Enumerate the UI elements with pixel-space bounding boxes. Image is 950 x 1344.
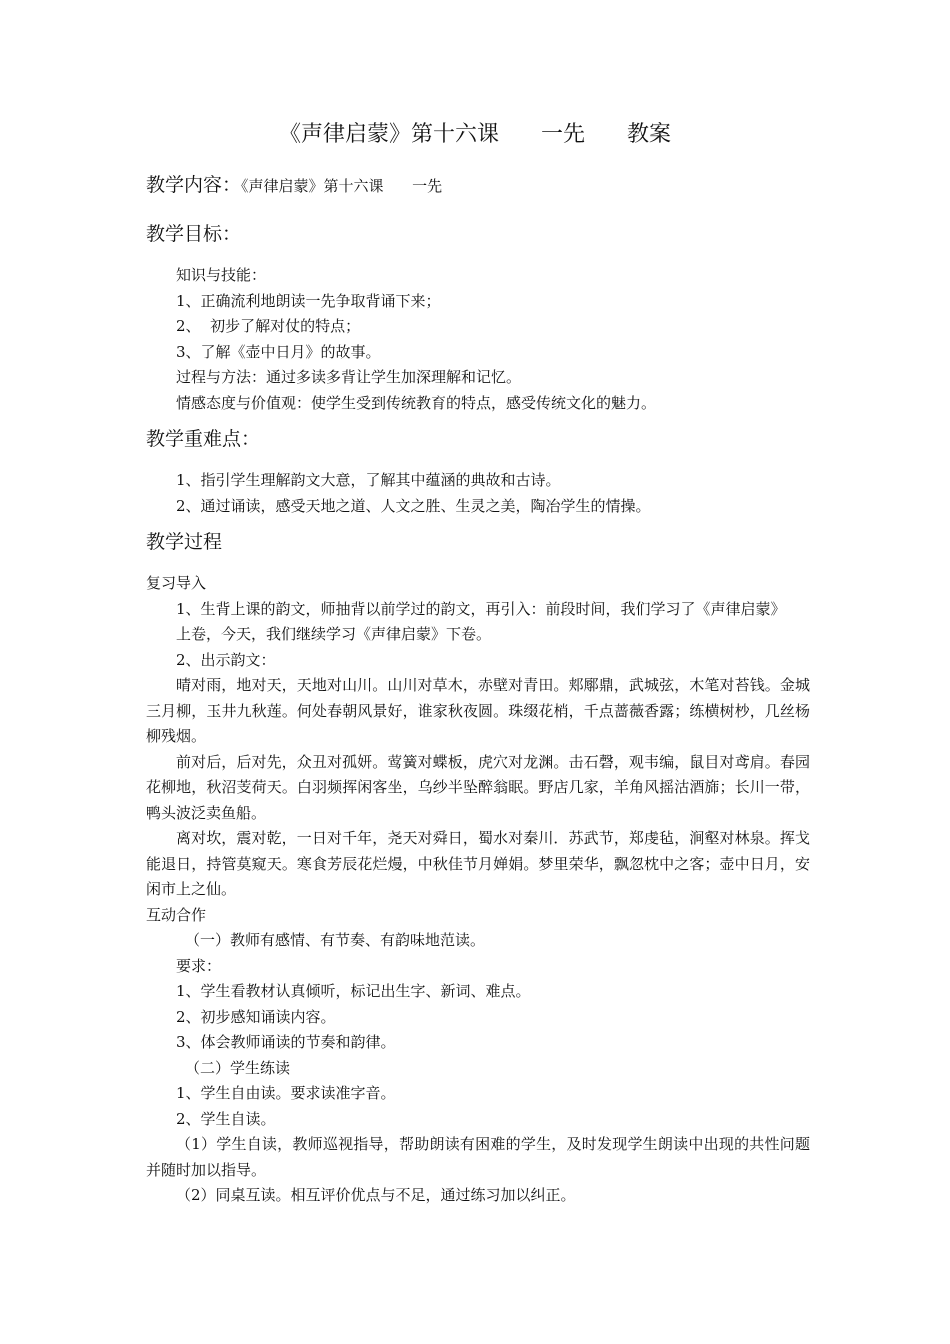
- document-body: [146, 170, 810, 1209]
- goal-item: 过程与方法：通过多读多背让学生加深理解和记忆。: [176, 368, 522, 386]
- interact-heading: 互动合作: [146, 905, 207, 924]
- review-paragraph: 2、出示韵文：: [176, 650, 276, 669]
- review-paragraph: 1、生背上课的韵文，师抽背以前学过的韵文，再引入：前段时间，我们学习了《声律启蒙》: [176, 599, 786, 618]
- review-paragraph: 上卷，今天，我们继续学习《声律启蒙》下卷。: [176, 625, 492, 643]
- goal-item: 情感态度与价值观：使学生受到传统教育的特点，感受传统文化的魅力。: [176, 393, 657, 412]
- interact-line: 2、学生自读。: [176, 1109, 276, 1128]
- interact-line: 3、体会教师诵读的节奏和韵律。: [176, 1033, 396, 1051]
- interact-line: （1）学生自读，教师巡视指导，帮助朗读有困难的学生，及时发现学生朗读中出现的共性问题并随时加以指导。: [146, 1135, 810, 1179]
- content-label: 教学内容：: [146, 174, 242, 196]
- goal-item: 1、正确流利地朗读一先争取背诵下来；: [176, 291, 441, 310]
- process-heading: 教学过程: [146, 531, 223, 553]
- interact-line: 2、初步感知诵读内容。: [176, 1007, 336, 1026]
- content-line: [146, 170, 810, 201]
- key-point-item: 1、指引学生理解韵文大意，了解其中蕴涵的典故和古诗。: [176, 471, 561, 489]
- interact-line: （一）教师有感情、有节奏、有韵味地范读。: [185, 931, 486, 949]
- page-title: 《声律启蒙》第十六课 一先 教案: [279, 122, 671, 147]
- verse-paragraph: 晴对雨，地对天，天地对山川。山川对草木，赤壁对青田。郏鄏鼎，武城弦，木笔对苔钱。金城三月柳，玉井九秋莲。何处春朝风景好，谁家秋夜圆。珠缀花梢，千点蔷薇香露；练横树杪，几丝杨柳残烟。: [146, 676, 810, 745]
- goals-heading: 教学目标：: [146, 223, 242, 245]
- goal-item: 2、 初步了解对仗的特点；: [176, 317, 361, 335]
- verse-paragraph: 前对后，后对先，众丑对孤妍。莺簧对蝶板，虎穴对龙渊。击石磬，观韦编，鼠目对鸢肩。春园花柳地，秋沼芰荷天。白羽频挥闲客坐，乌纱半坠醉翁眠。野店几家，羊角风摇沽酒旆；长川一带，鸭头波泛卖鱼船。: [146, 752, 810, 822]
- verse-paragraph: 离对坎，震对乾，一日对千年，尧天对舜日，蜀水对秦川．苏武节，郑虔毡，涧壑对林泉。挥戈能退日，持管莫窥天。寒食芳辰花烂熳，中秋佳节月婵娟。梦里荣华，飘忽枕中之客；壶中日月，安闲市上之仙。: [146, 829, 810, 898]
- interact-line: 1、学生自由读。要求读准字音。: [176, 1084, 396, 1102]
- goal-item: 3、了解《壶中日月》的故事。: [176, 342, 381, 361]
- key-points-heading: 教学重难点：: [146, 428, 261, 450]
- interact-line: 1、学生看教材认真倾听，标记出生字、新词、难点。: [176, 982, 531, 1000]
- review-heading: 复习导入: [146, 574, 207, 592]
- goal-item: 知识与技能：: [176, 266, 267, 284]
- interact-line: 要求：: [176, 956, 222, 975]
- interact-line: （2）同桌互读。相互评价优点与不足，通过练习加以纠正。: [176, 1186, 576, 1204]
- key-point-item: 2、通过诵读，感受天地之道、人文之胜、生灵之美，陶冶学生的情操。: [176, 496, 651, 515]
- interact-line: （二）学生练读: [185, 1058, 291, 1077]
- content-value: 《声律启蒙》第十六课 一先: [241, 177, 443, 195]
